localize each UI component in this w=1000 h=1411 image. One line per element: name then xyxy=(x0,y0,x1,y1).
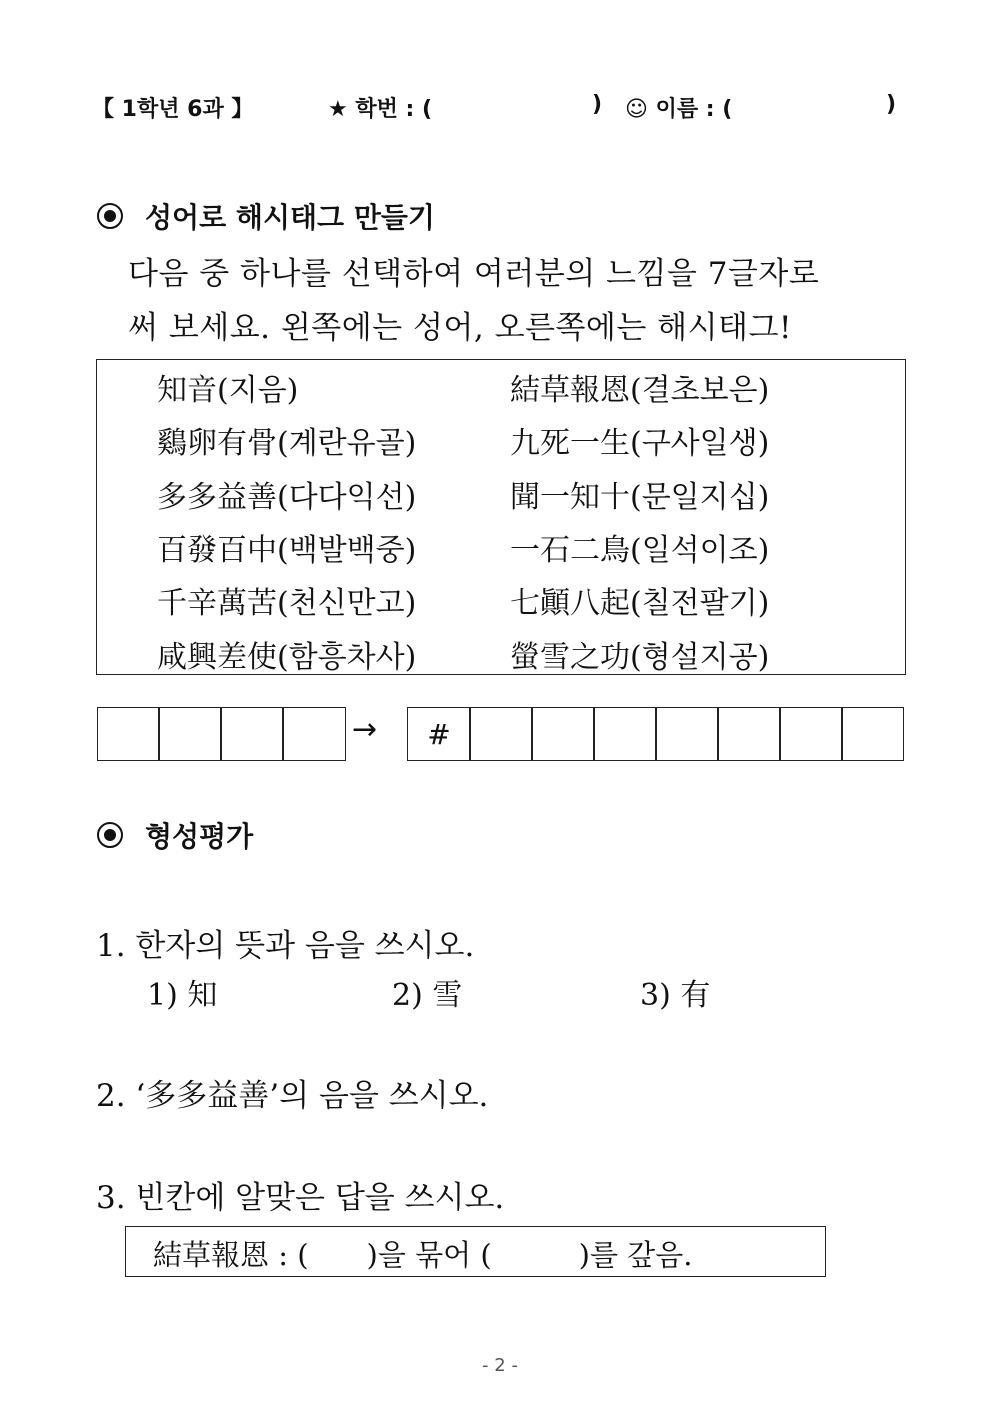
section-title-assessment xyxy=(97,815,253,855)
idiom-left-4: 百發百中(백발백중) xyxy=(157,533,417,568)
idiom-right-2: 九死一生(구사일생) xyxy=(510,426,770,461)
section-title-hashtag xyxy=(97,196,435,236)
page-number: - 2 - xyxy=(482,1355,518,1376)
question-1-item-3: 3) 有 xyxy=(640,978,711,1013)
hash-cell: # xyxy=(407,707,471,761)
question-2: 2. ‘多多益善’의 음을 쓰시오. xyxy=(96,1078,489,1114)
idiom-list-box xyxy=(96,359,906,675)
hashtag-char-cell[interactable] xyxy=(841,707,904,761)
student-id-close: ) xyxy=(592,92,603,117)
question-1-item-1: 1) 知 xyxy=(147,978,218,1013)
section-title-text: 형성평가 xyxy=(145,820,254,853)
instruction-line-1: 다음 중 하나를 선택하여 여러분의 느낌을 7글자로 xyxy=(128,256,820,292)
idiom-right-3: 聞一知十(문일지십) xyxy=(510,480,770,515)
idiom-right-4: 一石二鳥(일석이조) xyxy=(510,533,770,568)
lesson-label: 【 1학년 6과 】 xyxy=(92,97,254,122)
idiom-char-cell[interactable] xyxy=(220,707,284,761)
idiom-char-cell[interactable] xyxy=(282,707,346,761)
idiom-right-5: 七顚八起(칠전팔기) xyxy=(510,586,770,621)
question-1-item-2: 2) 雪 xyxy=(392,978,463,1013)
idiom-left-5: 千辛萬苦(천신만고) xyxy=(157,586,417,621)
hashtag-char-cell[interactable] xyxy=(469,707,533,761)
hashtag-char-cell[interactable] xyxy=(593,707,657,761)
hashtag-char-cell[interactable] xyxy=(531,707,595,761)
idiom-left-1: 知音(지음) xyxy=(157,373,299,408)
fill-in-blank-text: 結草報恩 : ( )을 묶어 ( )를 갚음. xyxy=(153,1238,693,1272)
name-close: ) xyxy=(886,92,897,117)
hashtag-char-cell[interactable] xyxy=(717,707,781,761)
question-3: 3. 빈칸에 알맞은 답을 쓰시오. xyxy=(96,1180,505,1216)
name-label: ☺ 이름 : ( xyxy=(625,97,733,122)
radio-bullet-icon xyxy=(97,203,123,229)
idiom-left-3: 多多益善(다다익선) xyxy=(157,480,417,515)
idiom-char-cell[interactable] xyxy=(158,707,222,761)
instruction-line-2: 써 보세요. 왼쪽에는 성어, 오른쪽에는 해시태그! xyxy=(128,310,792,346)
idiom-left-2: 鷄卵有骨(계란유골) xyxy=(157,426,417,461)
section-title-text: 성어로 해시태그 만들기 xyxy=(145,201,435,234)
fill-in-blank-box[interactable] xyxy=(125,1226,826,1277)
idiom-char-cell[interactable] xyxy=(97,707,160,761)
arrow-right-icon: → xyxy=(352,712,378,747)
radio-bullet-icon xyxy=(97,822,123,848)
student-id-label: ★ 학번 : ( xyxy=(328,97,433,122)
idiom-right-1: 結草報恩(결초보은) xyxy=(510,373,770,408)
hashtag-char-cell[interactable] xyxy=(655,707,719,761)
question-1: 1. 한자의 뜻과 음을 쓰시오. xyxy=(96,928,475,964)
idiom-right-6: 螢雪之功(형설지공) xyxy=(510,640,770,675)
idiom-left-6: 咸興差使(함흥차사) xyxy=(157,640,417,675)
hashtag-char-cell[interactable] xyxy=(779,707,843,761)
